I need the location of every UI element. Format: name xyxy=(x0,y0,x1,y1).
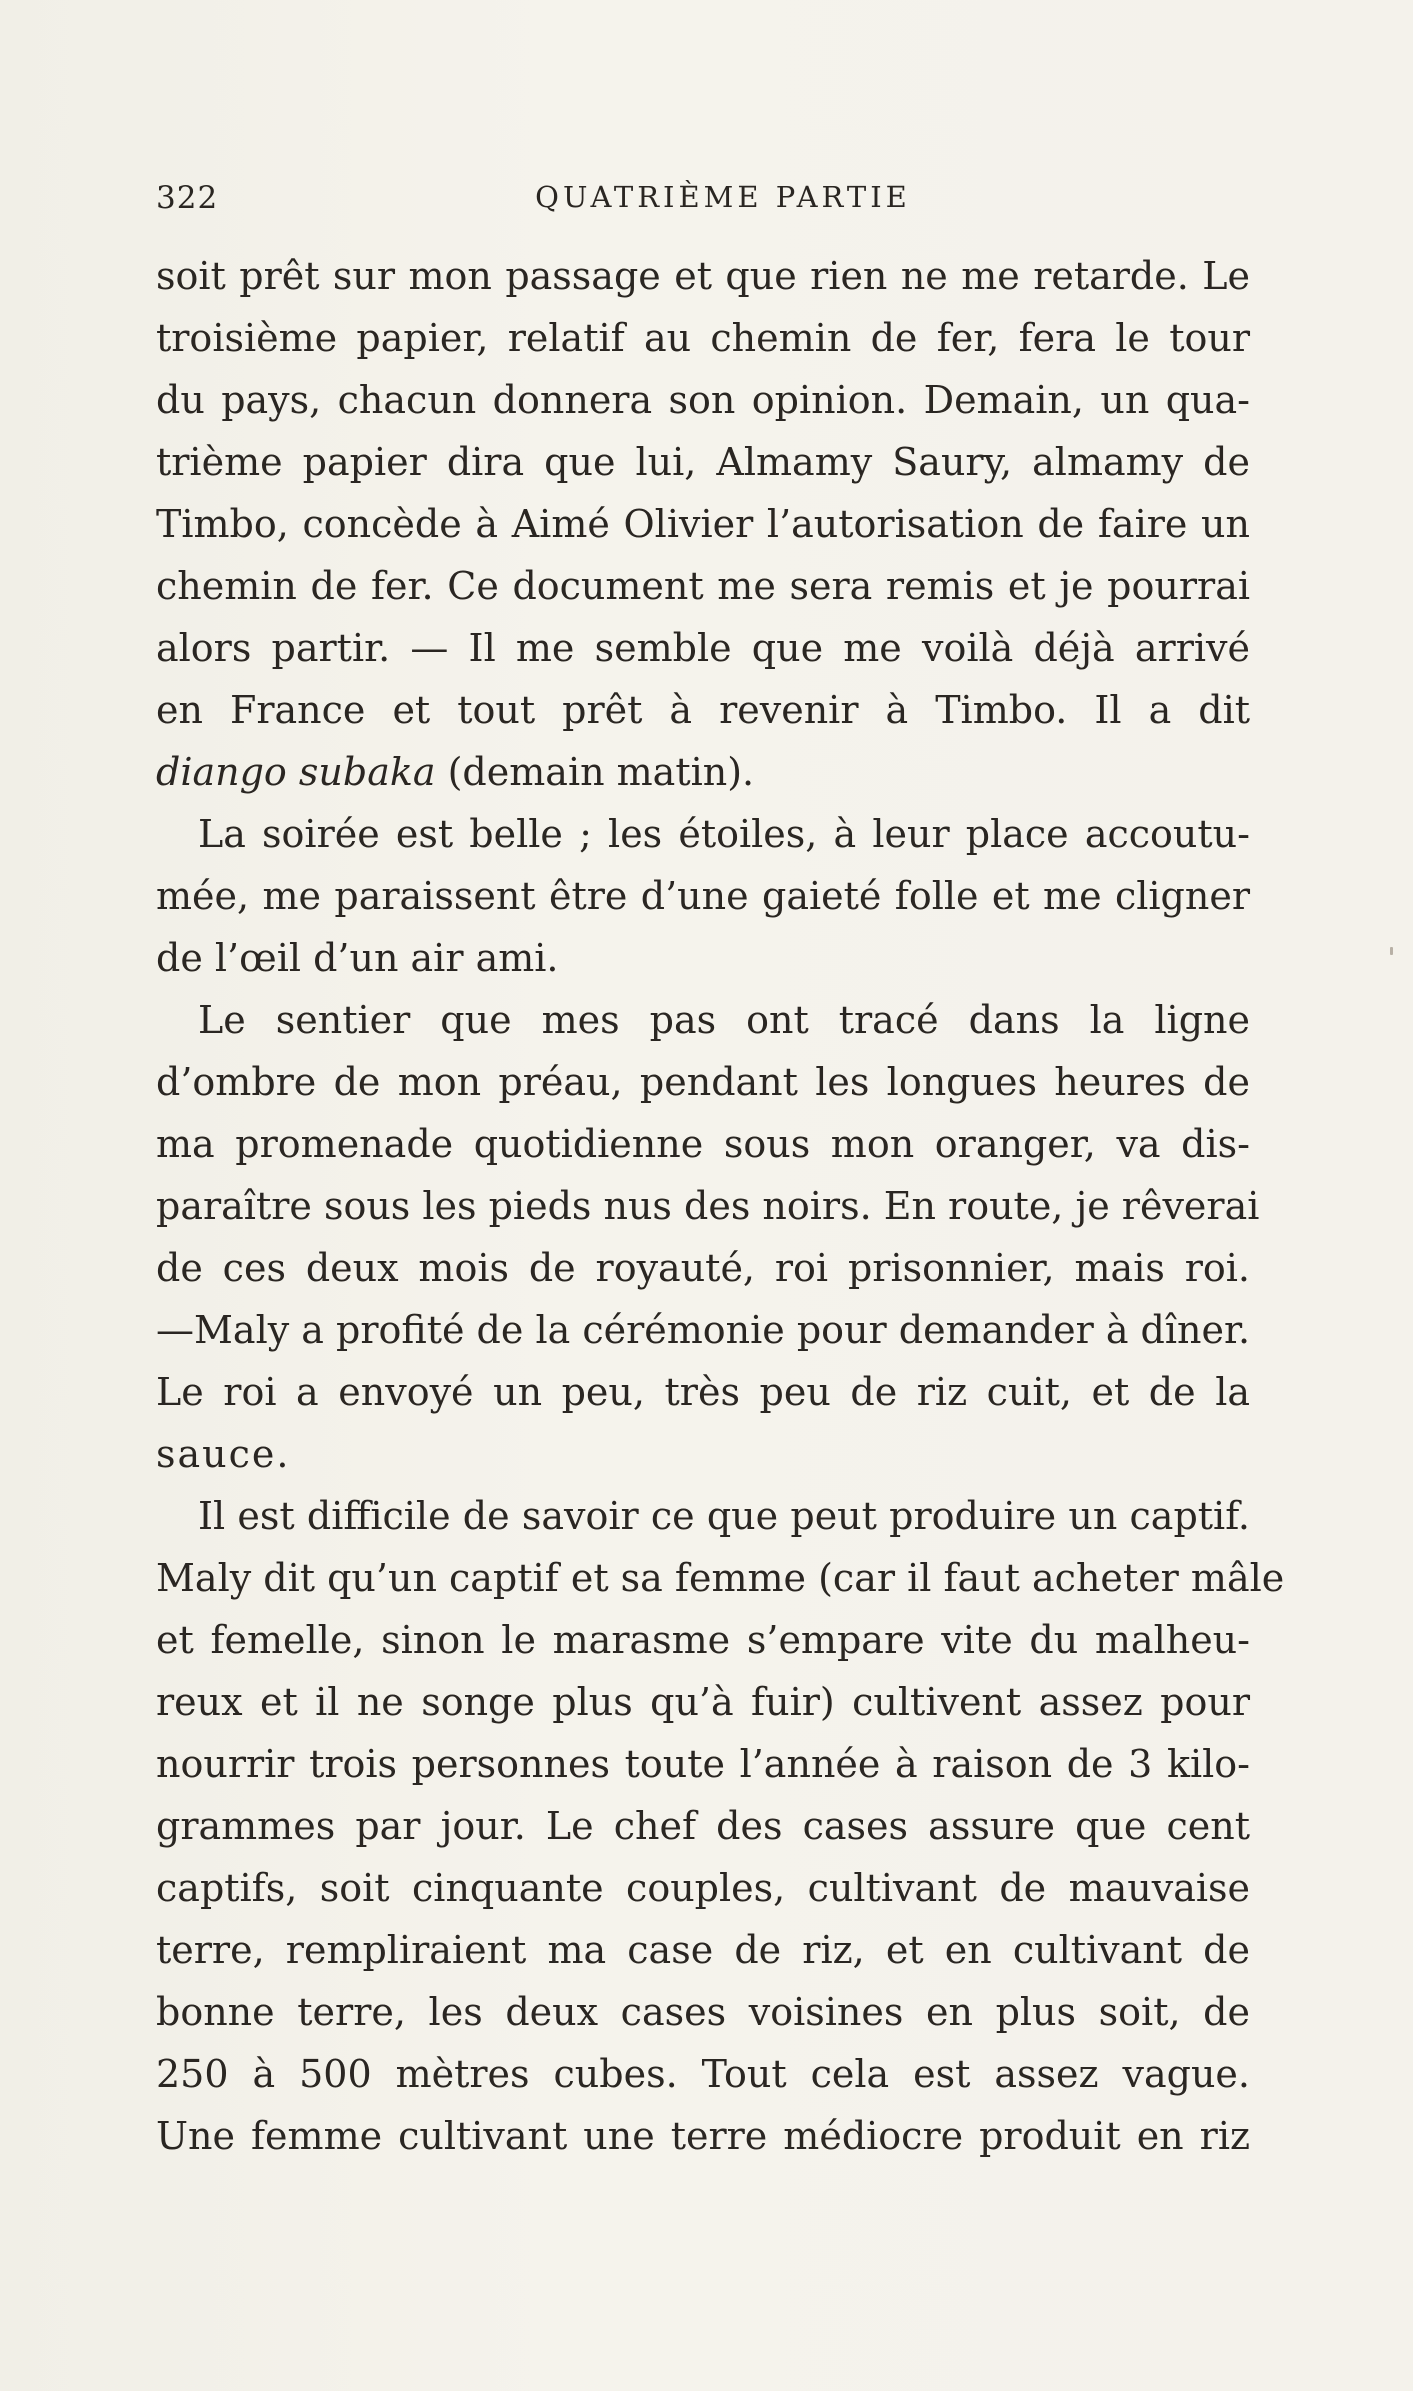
text-line: Maly dit qu’un captif et sa femme (car il faut acheter mâle xyxy=(156,1556,1285,1600)
text-line: soit prêt sur mon passage et que rien ne me retarde. Le xyxy=(156,254,1250,298)
text-line: mée, me paraissent être d’une gaieté folle et me cligner xyxy=(156,874,1250,918)
body-text xyxy=(156,245,1285,2167)
text-line: alors partir. — Il me semble que me voilà déjà arrivé xyxy=(156,626,1250,670)
text-line: reux et il ne songe plus qu’à fuir) cultivent assez pour xyxy=(156,1680,1250,1724)
text-line: nourrir trois personnes toute l’année à raison de 3 kilo- xyxy=(156,1742,1250,1786)
text-line: Le roi a envoyé un peu, très peu de riz cuit, et de la xyxy=(156,1370,1250,1414)
text-line: trième papier dira que lui, Almamy Saury, almamy de xyxy=(156,440,1250,484)
text-fragment: (demain matin). xyxy=(435,750,755,794)
text-line: Timbo, concède à Aimé Olivier l’autorisation de faire un xyxy=(156,502,1250,546)
text-line: d’ombre de mon préau, pendant les longues heures de xyxy=(156,1060,1250,1104)
text-line: 250 à 500 mètres cubes. Tout cela est assez vague. xyxy=(156,2052,1250,2096)
text-line: de ces deux mois de royauté, roi prisonnier, mais roi. xyxy=(156,1246,1250,1290)
text-line: troisième papier, relatif au chemin de fer, fera le tour xyxy=(156,316,1250,360)
text-line: en France et tout prêt à revenir à Timbo. Il a dit xyxy=(156,688,1250,732)
text-line: ma promenade quotidienne sous mon oranger, va dis- xyxy=(156,1122,1250,1166)
text-line: paraître sous les pieds nus des noirs. En route, je rêverai xyxy=(156,1184,1260,1228)
page-header xyxy=(156,180,1250,230)
text-line: —Maly a profité de la cérémonie pour demander à dîner. xyxy=(156,1308,1251,1352)
text-line: grammes par jour. Le chef des cases assure que cent xyxy=(156,1804,1250,1848)
text-line: et femelle, sinon le marasme s’empare vite du malheu- xyxy=(156,1618,1250,1662)
paragraph-start-line: Le sentier que mes pas ont tracé dans la ligne xyxy=(198,998,1250,1042)
text-line: Une femme cultivant une terre médiocre produit en riz xyxy=(156,2114,1250,2158)
text-line: bonne terre, les deux cases voisines en plus soit, de xyxy=(156,1990,1250,2034)
text-line xyxy=(156,741,1250,803)
italic-phrase: diango subaka xyxy=(156,750,436,794)
text-line: terre, rempliraient ma case de riz, et en cultivant de xyxy=(156,1928,1250,1972)
text-line: du pays, chacun donnera son opinion. Demain, un qua- xyxy=(156,378,1250,422)
text-line: sauce. xyxy=(156,1432,291,1476)
text-line: captifs, soit cinquante couples, cultivant de mauvaise xyxy=(156,1866,1250,1910)
paper-speck xyxy=(1390,947,1393,955)
text-line: chemin de fer. Ce document me sera remis et je pourrai xyxy=(156,564,1250,608)
paragraph-start-line: Il est difficile de savoir ce que peut produire un captif. xyxy=(198,1494,1250,1538)
paragraph-start-line: La soirée est belle ; les étoiles, à leur place accoutu- xyxy=(198,812,1250,856)
running-head: QUATRIÈME PARTIE xyxy=(535,180,911,214)
text-line: de l’œil d’un air ami. xyxy=(156,936,559,980)
page-number: 322 xyxy=(156,180,219,216)
